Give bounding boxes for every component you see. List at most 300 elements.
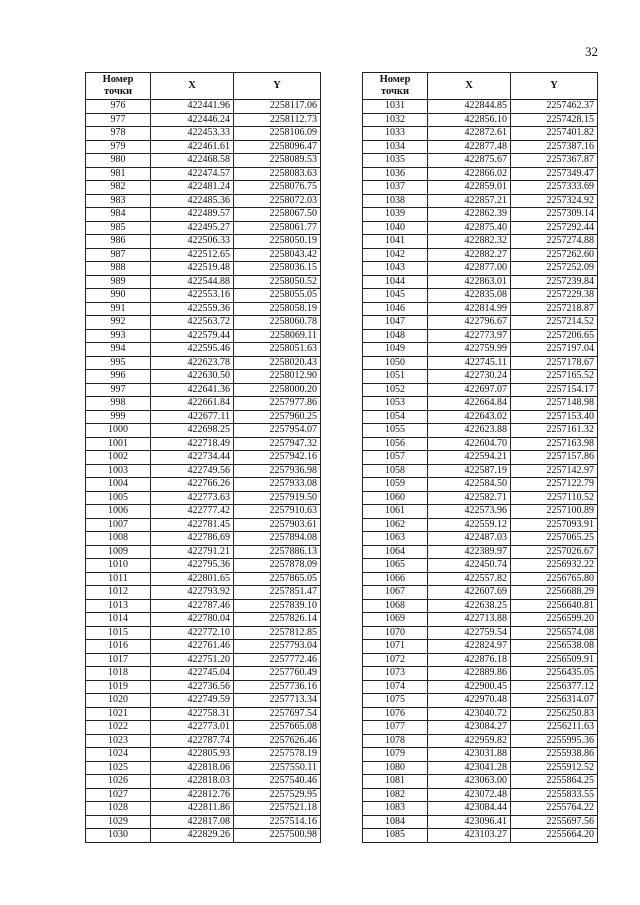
table-row: [363, 113, 598, 127]
coordinates-table-right: [362, 72, 598, 843]
table-row: [363, 653, 598, 667]
x-coordinate-cell: 422818.06: [151, 761, 234, 775]
point-number-cell: 988: [86, 262, 151, 276]
x-coordinate-cell: 422872.61: [428, 127, 511, 141]
y-coordinate-cell: 2257713.34: [234, 694, 321, 708]
x-coordinate-cell: 422582.71: [428, 491, 511, 505]
table-row: [86, 572, 321, 586]
table-row: [86, 221, 321, 235]
table-row: [363, 802, 598, 816]
point-number-cell: 1070: [363, 626, 428, 640]
point-number-cell: 1006: [86, 505, 151, 519]
table-row: [363, 599, 598, 613]
table-row: [363, 262, 598, 276]
y-coordinate-cell: 2257333.69: [511, 181, 598, 195]
table-header-row: [363, 73, 598, 100]
x-coordinate-cell: 422718.49: [151, 437, 234, 451]
point-number-cell: 1044: [363, 275, 428, 289]
header-point-line2: точки: [103, 86, 133, 97]
y-coordinate-cell: 2256640.81: [511, 599, 598, 613]
table-body-right: [363, 100, 598, 843]
y-coordinate-cell: 2257760.49: [234, 667, 321, 681]
x-coordinate-cell: 423096.41: [428, 815, 511, 829]
y-coordinate-cell: 2257157.86: [511, 451, 598, 465]
point-number-cell: 998: [86, 397, 151, 411]
y-coordinate-cell: 2257229.38: [511, 289, 598, 303]
x-coordinate-cell: 422877.48: [428, 140, 511, 154]
y-coordinate-cell: 2257065.25: [511, 532, 598, 546]
point-number-cell: 1047: [363, 316, 428, 330]
table-row: [363, 478, 598, 492]
y-coordinate-cell: 2258096.47: [234, 140, 321, 154]
x-coordinate-cell: 422661.84: [151, 397, 234, 411]
point-number-cell: 978: [86, 127, 151, 141]
y-coordinate-cell: 2258050.19: [234, 235, 321, 249]
point-number-cell: 1005: [86, 491, 151, 505]
table-row: [86, 235, 321, 249]
y-coordinate-cell: 2257529.95: [234, 788, 321, 802]
x-coordinate-cell: 422805.93: [151, 748, 234, 762]
x-coordinate-cell: 422786.69: [151, 532, 234, 546]
x-coordinate-cell: 422970.48: [428, 694, 511, 708]
table-row: [86, 208, 321, 222]
x-coordinate-cell: 423084.27: [428, 721, 511, 735]
point-number-cell: 1038: [363, 194, 428, 208]
y-coordinate-cell: 2255833.55: [511, 788, 598, 802]
table-row: [86, 613, 321, 627]
point-number-cell: 1075: [363, 694, 428, 708]
x-coordinate-cell: 422623.78: [151, 356, 234, 370]
table-row: [86, 599, 321, 613]
point-number-cell: 1022: [86, 721, 151, 735]
x-coordinate-cell: 422876.18: [428, 653, 511, 667]
table-row: [86, 194, 321, 208]
x-coordinate-cell: 422959.82: [428, 734, 511, 748]
point-number-cell: 1011: [86, 572, 151, 586]
header-point-line1: Номер: [379, 74, 411, 85]
table-row: [86, 626, 321, 640]
point-number-cell: 1057: [363, 451, 428, 465]
x-coordinate-cell: 422759.99: [428, 343, 511, 357]
y-coordinate-cell: 2257153.40: [511, 410, 598, 424]
x-coordinate-cell: 422863.01: [428, 275, 511, 289]
table-row: [363, 748, 598, 762]
y-coordinate-cell: 2256435.05: [511, 667, 598, 681]
x-coordinate-cell: 422450.74: [428, 559, 511, 573]
x-coordinate-cell: 422866.02: [428, 167, 511, 181]
table-row: [363, 518, 598, 532]
table-row: [86, 140, 321, 154]
y-coordinate-cell: 2257093.91: [511, 518, 598, 532]
point-number-cell: 995: [86, 356, 151, 370]
table-row: [363, 667, 598, 681]
point-number-cell: 1020: [86, 694, 151, 708]
y-coordinate-cell: 2255912.52: [511, 761, 598, 775]
table-row: [86, 451, 321, 465]
y-coordinate-cell: 2257292.44: [511, 221, 598, 235]
x-coordinate-cell: 422604.70: [428, 437, 511, 451]
table-row: [363, 788, 598, 802]
y-coordinate-cell: 2257960.25: [234, 410, 321, 424]
table-row: [363, 734, 598, 748]
x-coordinate-cell: 422736.56: [151, 680, 234, 694]
point-number-cell: 1054: [363, 410, 428, 424]
table-row: [86, 464, 321, 478]
point-number-cell: 1059: [363, 478, 428, 492]
y-coordinate-cell: 2256250.83: [511, 707, 598, 721]
point-number-cell: 1045: [363, 289, 428, 303]
table-row: [86, 680, 321, 694]
point-number-cell: 1061: [363, 505, 428, 519]
x-coordinate-cell: 422787.46: [151, 599, 234, 613]
y-coordinate-cell: 2257163.98: [511, 437, 598, 451]
point-number-cell: 1042: [363, 248, 428, 262]
table-row: [86, 478, 321, 492]
y-coordinate-cell: 2257100.89: [511, 505, 598, 519]
table-row: [86, 410, 321, 424]
x-coordinate-cell: 422643.02: [428, 410, 511, 424]
page-number: 32: [585, 44, 598, 59]
y-coordinate-cell: 2257401.82: [511, 127, 598, 141]
x-coordinate-cell: 422773.63: [151, 491, 234, 505]
y-coordinate-cell: 2256314.07: [511, 694, 598, 708]
header-point-line1: Номер: [102, 74, 134, 85]
table-row: [86, 586, 321, 600]
point-number-cell: 1018: [86, 667, 151, 681]
point-number-cell: 1015: [86, 626, 151, 640]
table-row: [86, 356, 321, 370]
y-coordinate-cell: 2257910.63: [234, 505, 321, 519]
point-number-cell: 1025: [86, 761, 151, 775]
x-coordinate-cell: 422489.57: [151, 208, 234, 222]
header-x: X: [428, 73, 511, 100]
x-coordinate-cell: 422389.97: [428, 545, 511, 559]
point-number-cell: 1033: [363, 127, 428, 141]
y-coordinate-cell: 2257462.37: [511, 100, 598, 114]
point-number-cell: 1034: [363, 140, 428, 154]
point-number-cell: 1084: [363, 815, 428, 829]
x-coordinate-cell: 422749.59: [151, 694, 234, 708]
table-row: [86, 640, 321, 654]
x-coordinate-cell: 422512.65: [151, 248, 234, 262]
y-coordinate-cell: 2258020.43: [234, 356, 321, 370]
y-coordinate-cell: 2258069.11: [234, 329, 321, 343]
table-row: [86, 694, 321, 708]
table-row: [86, 289, 321, 303]
y-coordinate-cell: 2257826.14: [234, 613, 321, 627]
point-number-cell: 1080: [363, 761, 428, 775]
point-number-cell: 992: [86, 316, 151, 330]
x-coordinate-cell: 422811.86: [151, 802, 234, 816]
point-number-cell: 1062: [363, 518, 428, 532]
point-number-cell: 1072: [363, 653, 428, 667]
y-coordinate-cell: 2258117.06: [234, 100, 321, 114]
y-coordinate-cell: 2255938.86: [511, 748, 598, 762]
point-number-cell: 1069: [363, 613, 428, 627]
y-coordinate-cell: 2257977.86: [234, 397, 321, 411]
x-coordinate-cell: 422697.07: [428, 383, 511, 397]
table-row: [86, 815, 321, 829]
table-row: [86, 802, 321, 816]
x-coordinate-cell: 422638.25: [428, 599, 511, 613]
y-coordinate-cell: 2257387.16: [511, 140, 598, 154]
y-coordinate-cell: 2257878.09: [234, 559, 321, 573]
coordinates-table-left: [85, 72, 321, 843]
y-coordinate-cell: 2258083.63: [234, 167, 321, 181]
point-number-cell: 986: [86, 235, 151, 249]
point-number-cell: 1028: [86, 802, 151, 816]
table-row: [86, 707, 321, 721]
x-coordinate-cell: 422759.54: [428, 626, 511, 640]
y-coordinate-cell: 2258067.50: [234, 208, 321, 222]
table-row: [86, 262, 321, 276]
y-coordinate-cell: 2258050.52: [234, 275, 321, 289]
point-number-cell: 1041: [363, 235, 428, 249]
x-coordinate-cell: 422698.25: [151, 424, 234, 438]
table-header-row: [86, 73, 321, 100]
table-row: [363, 127, 598, 141]
point-number-cell: 1046: [363, 302, 428, 316]
point-number-cell: 1004: [86, 478, 151, 492]
point-number-cell: 1032: [363, 113, 428, 127]
x-coordinate-cell: 422730.24: [428, 370, 511, 384]
y-coordinate-cell: 2257919.50: [234, 491, 321, 505]
y-coordinate-cell: 2257324.92: [511, 194, 598, 208]
point-number-cell: 1017: [86, 653, 151, 667]
y-coordinate-cell: 2257540.46: [234, 775, 321, 789]
table-row: [363, 289, 598, 303]
point-number-cell: 976: [86, 100, 151, 114]
point-number-cell: 984: [86, 208, 151, 222]
y-coordinate-cell: 2257578.19: [234, 748, 321, 762]
header-point-number: [363, 73, 428, 100]
y-coordinate-cell: 2256509.91: [511, 653, 598, 667]
point-number-cell: 1013: [86, 599, 151, 613]
point-number-cell: 1079: [363, 748, 428, 762]
table-row: [363, 626, 598, 640]
y-coordinate-cell: 2257142.97: [511, 464, 598, 478]
x-coordinate-cell: 422777.42: [151, 505, 234, 519]
x-coordinate-cell: 422441.96: [151, 100, 234, 114]
point-number-cell: 1037: [363, 181, 428, 195]
y-coordinate-cell: 2255995.36: [511, 734, 598, 748]
point-number-cell: 1003: [86, 464, 151, 478]
table-row: [363, 167, 598, 181]
point-number-cell: 1073: [363, 667, 428, 681]
table-row: [363, 343, 598, 357]
table-row: [86, 424, 321, 438]
point-number-cell: 1049: [363, 343, 428, 357]
y-coordinate-cell: 2258036.15: [234, 262, 321, 276]
point-number-cell: 987: [86, 248, 151, 262]
table-row: [86, 329, 321, 343]
x-coordinate-cell: 422900.45: [428, 680, 511, 694]
y-coordinate-cell: 2256765.80: [511, 572, 598, 586]
x-coordinate-cell: 422780.04: [151, 613, 234, 627]
point-number-cell: 1014: [86, 613, 151, 627]
x-coordinate-cell: 422882.32: [428, 235, 511, 249]
table-row: [363, 761, 598, 775]
x-coordinate-cell: 422594.21: [428, 451, 511, 465]
x-coordinate-cell: 422749.56: [151, 464, 234, 478]
y-coordinate-cell: 2257367.87: [511, 154, 598, 168]
table-row: [363, 410, 598, 424]
y-coordinate-cell: 2257514.16: [234, 815, 321, 829]
x-coordinate-cell: 423041.28: [428, 761, 511, 775]
x-coordinate-cell: 423031.88: [428, 748, 511, 762]
point-number-cell: 1029: [86, 815, 151, 829]
point-number-cell: 1012: [86, 586, 151, 600]
x-coordinate-cell: 422664.84: [428, 397, 511, 411]
table-row: [363, 424, 598, 438]
point-number-cell: 980: [86, 154, 151, 168]
y-coordinate-cell: 2256377.12: [511, 680, 598, 694]
y-coordinate-cell: 2255697.56: [511, 815, 598, 829]
x-coordinate-cell: 422559.12: [428, 518, 511, 532]
y-coordinate-cell: 2258072.03: [234, 194, 321, 208]
x-coordinate-cell: 422791.21: [151, 545, 234, 559]
x-coordinate-cell: 422796.67: [428, 316, 511, 330]
x-coordinate-cell: 422623.88: [428, 424, 511, 438]
x-coordinate-cell: 423063.00: [428, 775, 511, 789]
table-row: [363, 383, 598, 397]
table-row: [363, 775, 598, 789]
y-coordinate-cell: 2257161.32: [511, 424, 598, 438]
table-row: [86, 505, 321, 519]
header-point-number: [86, 73, 151, 100]
x-coordinate-cell: 422793.92: [151, 586, 234, 600]
y-coordinate-cell: 2257349.47: [511, 167, 598, 181]
y-coordinate-cell: 2256688.29: [511, 586, 598, 600]
table-row: [86, 383, 321, 397]
table-row: [363, 302, 598, 316]
y-coordinate-cell: 2257903.61: [234, 518, 321, 532]
y-coordinate-cell: 2258012.90: [234, 370, 321, 384]
x-coordinate-cell: 422461.61: [151, 140, 234, 154]
table-row: [363, 194, 598, 208]
y-coordinate-cell: 2255764.22: [511, 802, 598, 816]
table-row: [86, 545, 321, 559]
y-coordinate-cell: 2257274.88: [511, 235, 598, 249]
table-row: [363, 100, 598, 114]
point-number-cell: 1067: [363, 586, 428, 600]
header-y: Y: [234, 73, 321, 100]
x-coordinate-cell: 422734.44: [151, 451, 234, 465]
point-number-cell: 1027: [86, 788, 151, 802]
point-number-cell: 1008: [86, 532, 151, 546]
table-row: [86, 721, 321, 735]
table-row: [363, 829, 598, 843]
point-number-cell: 1040: [363, 221, 428, 235]
point-number-cell: 1001: [86, 437, 151, 451]
y-coordinate-cell: 2257839.10: [234, 599, 321, 613]
table-row: [86, 761, 321, 775]
table-row: [363, 451, 598, 465]
y-coordinate-cell: 2257626.46: [234, 734, 321, 748]
point-number-cell: 1007: [86, 518, 151, 532]
x-coordinate-cell: 422856.10: [428, 113, 511, 127]
y-coordinate-cell: 2257262.60: [511, 248, 598, 262]
table-row: [363, 316, 598, 330]
table-row: [363, 680, 598, 694]
point-number-cell: 1048: [363, 329, 428, 343]
x-coordinate-cell: 422559.36: [151, 302, 234, 316]
y-coordinate-cell: 2257218.87: [511, 302, 598, 316]
y-coordinate-cell: 2257521.18: [234, 802, 321, 816]
y-coordinate-cell: 2257851.47: [234, 586, 321, 600]
point-number-cell: 1064: [363, 545, 428, 559]
point-number-cell: 1068: [363, 599, 428, 613]
y-coordinate-cell: 2257812.85: [234, 626, 321, 640]
point-number-cell: 1082: [363, 788, 428, 802]
x-coordinate-cell: 422877.00: [428, 262, 511, 276]
y-coordinate-cell: 2258076.75: [234, 181, 321, 195]
header-y: Y: [511, 73, 598, 100]
x-coordinate-cell: 422607.69: [428, 586, 511, 600]
point-number-cell: 1035: [363, 154, 428, 168]
point-number-cell: 1019: [86, 680, 151, 694]
x-coordinate-cell: 422814.99: [428, 302, 511, 316]
table-row: [86, 275, 321, 289]
y-coordinate-cell: 2257886.13: [234, 545, 321, 559]
y-coordinate-cell: 2257772.46: [234, 653, 321, 667]
x-coordinate-cell: 422824.97: [428, 640, 511, 654]
table-row: [86, 491, 321, 505]
table-row: [363, 640, 598, 654]
y-coordinate-cell: 2258112.73: [234, 113, 321, 127]
point-number-cell: 1016: [86, 640, 151, 654]
y-coordinate-cell: 2257154.17: [511, 383, 598, 397]
x-coordinate-cell: 422773.01: [151, 721, 234, 735]
table-row: [363, 491, 598, 505]
table-row: [86, 181, 321, 195]
table-row: [363, 707, 598, 721]
y-coordinate-cell: 2257148.98: [511, 397, 598, 411]
point-number-cell: 1066: [363, 572, 428, 586]
x-coordinate-cell: 422487.03: [428, 532, 511, 546]
point-number-cell: 1060: [363, 491, 428, 505]
x-coordinate-cell: 422485.36: [151, 194, 234, 208]
point-number-cell: 1081: [363, 775, 428, 789]
point-number-cell: 1052: [363, 383, 428, 397]
y-coordinate-cell: 2258089.53: [234, 154, 321, 168]
x-coordinate-cell: 422857.21: [428, 194, 511, 208]
table-row: [86, 113, 321, 127]
y-coordinate-cell: 2257239.84: [511, 275, 598, 289]
point-number-cell: 977: [86, 113, 151, 127]
table-row: [363, 721, 598, 735]
x-coordinate-cell: 422781.45: [151, 518, 234, 532]
y-coordinate-cell: 2257197.04: [511, 343, 598, 357]
x-coordinate-cell: 422584.50: [428, 478, 511, 492]
table-row: [86, 302, 321, 316]
x-coordinate-cell: 422882.27: [428, 248, 511, 262]
table-row: [86, 829, 321, 843]
y-coordinate-cell: 2257550.11: [234, 761, 321, 775]
header-point-line2: точки: [380, 86, 410, 97]
table-row: [363, 613, 598, 627]
table-row: [86, 734, 321, 748]
point-number-cell: 1002: [86, 451, 151, 465]
x-coordinate-cell: 422519.48: [151, 262, 234, 276]
x-coordinate-cell: 422641.36: [151, 383, 234, 397]
point-number-cell: 983: [86, 194, 151, 208]
x-coordinate-cell: 422795.36: [151, 559, 234, 573]
point-number-cell: 990: [86, 289, 151, 303]
point-number-cell: 1056: [363, 437, 428, 451]
x-coordinate-cell: 422677.11: [151, 410, 234, 424]
x-coordinate-cell: 422579.44: [151, 329, 234, 343]
